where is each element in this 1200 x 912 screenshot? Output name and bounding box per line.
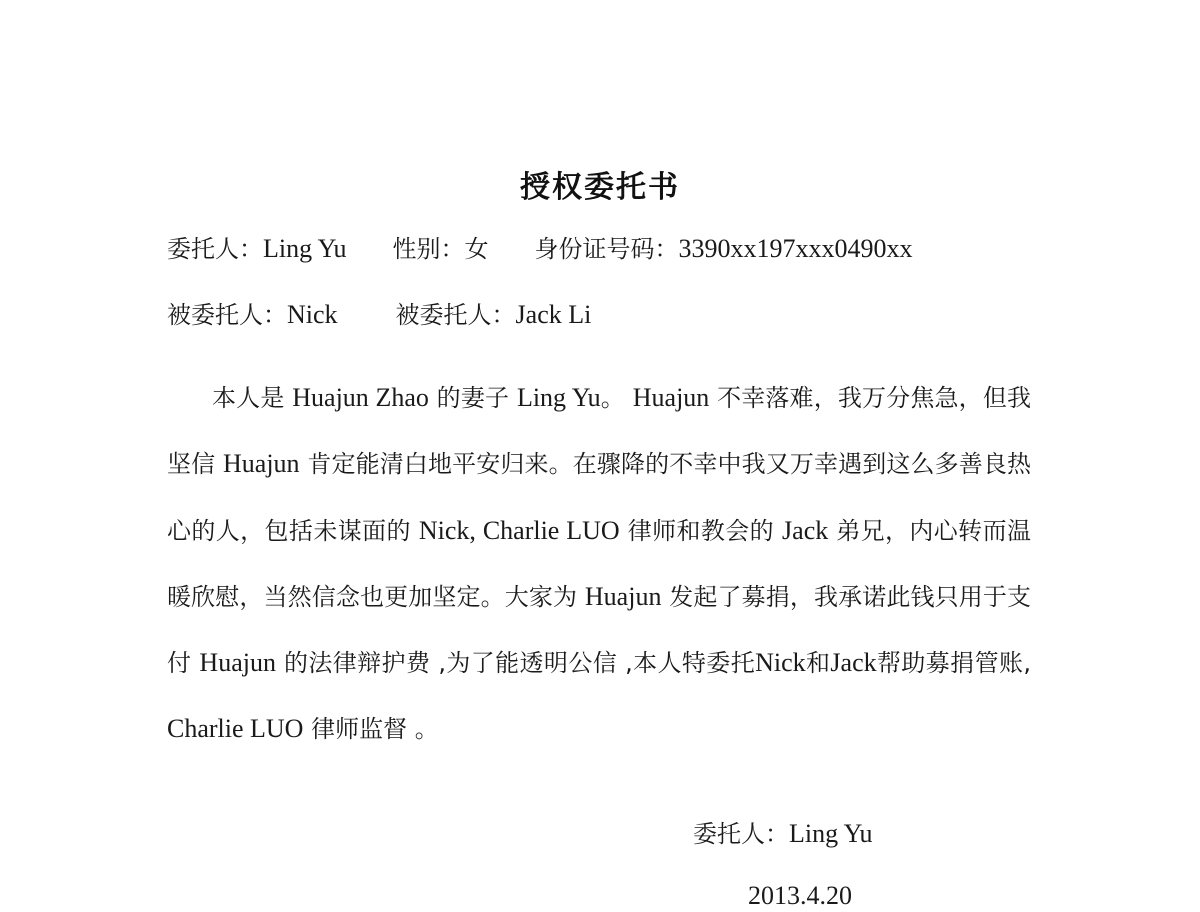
principal-label: 委托人： xyxy=(167,235,263,263)
body-text-segment: Huajun Zhao xyxy=(292,383,429,412)
principal-name: Ling Yu xyxy=(263,234,347,263)
id-number: 3390xx197xxx0490xx xyxy=(678,234,913,263)
principal-info-line xyxy=(167,233,913,265)
body-paragraph xyxy=(167,365,1031,763)
document-title: 授权委托书 xyxy=(520,170,680,205)
body-text-segment: 本人是 xyxy=(212,384,293,412)
body-text-segment: 。 xyxy=(600,384,633,412)
agent2-name: Jack Li xyxy=(515,300,592,329)
body-text-segment: 肯定能清白地平安归来。在骤降的不幸中我又万幸遇到这么多善良热心的人，包括未谋面的 xyxy=(167,450,1031,545)
body-text-segment: Huajun xyxy=(199,648,276,678)
body-text-segment: 律师和教会的 xyxy=(619,516,783,545)
agent1-name: Nick xyxy=(287,300,338,329)
body-text-segment: 不幸落难，我万分焦急，但我坚信 xyxy=(167,384,1031,479)
body-text-segment: 弟兄，内心转而温暖欣慰，当然信念也更加坚定。大家为 xyxy=(167,516,1031,611)
body-text-segment: 的法律辩护费 ,为了能透明公信 ,本人特委托 xyxy=(275,649,756,678)
body-text-segment: Charlie LUO xyxy=(167,714,304,744)
agent1-label: 被委托人： xyxy=(167,301,287,329)
signature-line xyxy=(693,818,873,850)
gender-label: 性别： xyxy=(392,235,465,263)
body-text-segment: 和 xyxy=(805,649,831,678)
body-text-segment: Nick, Charlie LUO xyxy=(418,515,620,545)
body-text-segment: Nick xyxy=(755,648,806,678)
body-text-segment: Jack xyxy=(782,515,829,545)
agent2-label: 被委托人： xyxy=(395,301,516,329)
agents-line xyxy=(167,299,591,331)
body-text-segment: Ling Yu xyxy=(516,383,601,412)
document-date: 2013.4.20 xyxy=(748,881,852,910)
signature-name: Ling Yu xyxy=(789,819,873,848)
body-text-segment: Huajun xyxy=(223,449,300,479)
body-text-segment: 律师监督 。 xyxy=(303,715,439,744)
body-text-segment: 的妻子 xyxy=(428,384,517,412)
body-text-segment: Huajun xyxy=(632,383,710,412)
id-label: 身份证号码： xyxy=(534,235,679,263)
body-text-segment: Huajun xyxy=(584,581,662,611)
body-text-segment: 发起了募捐，我承诺此钱只用于支付 xyxy=(167,582,1031,678)
signature-label: 委托人： xyxy=(693,820,789,848)
body-text-segment: 帮助募捐管账, xyxy=(876,649,1031,678)
gender-value: 女 xyxy=(464,235,489,263)
body-text-segment: Jack xyxy=(830,648,877,678)
